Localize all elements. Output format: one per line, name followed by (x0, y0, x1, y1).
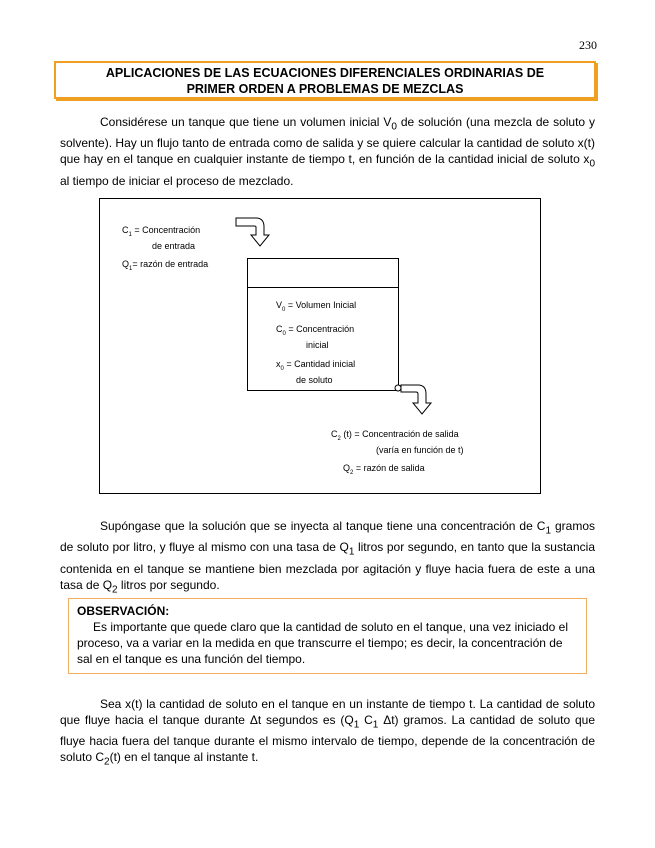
page-number: 230 (579, 38, 597, 52)
paragraph-2: Supóngase que la solución que se inyecta al tanque tiene una concentración de $C_1$ gramos de soluto por litro, y fluye al mismo con una tasa de $Q_1$ litros por segundo, en tanto que la sustancia contenida en el tanque se mantiene bien mezclada por agitación y fluye hacia fuera de este a una tasa de $Q_2$ litros por segundo. (60, 519, 595, 596)
inlet-arrow-icon (234, 215, 274, 249)
v0-label: $V_0$ = Volumen Inicial (276, 300, 357, 313)
q1-label: $Q_1=$ razón de entrada (122, 259, 209, 272)
x0-label: $x_0$ = Cantidad inicial de soluto (276, 359, 356, 385)
mixing-tank-diagram (99, 198, 541, 494)
observation-box (68, 598, 587, 674)
title-line-1: APLICACIONES DE LAS ECUACIONES DIFERENCIALES ORDINARIAS DE (105, 66, 545, 80)
c2-label: $C_2$ (t) = Concentración de salida (varía en función de t) (331, 429, 464, 455)
outlet-arrow-icon (394, 383, 436, 417)
tank (247, 258, 399, 391)
c0-label: $C_0$ = Concentración inicial (276, 324, 355, 350)
liquid-level-line (248, 287, 398, 288)
q2-label: $Q_2$ = razón de salida (343, 463, 425, 476)
title-line-2: PRIMER ORDEN A PROBLEMAS DE MEZCLAS (186, 82, 464, 96)
observation-title: OBSERVACIÓN: (77, 604, 170, 618)
intro-paragraph: Considérese un tanque que tiene un volumen inicial $V_0$ de solución (una mezcla de soluto y solvente). Hay un flujo tanto de entrada como de salida y se quiere calcular la cantidad de soluto x(t) que hay en el tanque en cualquier instante de tiempo t, en función de la cantidad inicial de soluto $x_0$ al tiempo de iniciar el proceso de mezclado. (60, 115, 595, 188)
c1-label: $C_1$ = Concentración de entrada (122, 225, 201, 251)
section-title (54, 61, 596, 99)
observation-text: Es importante que quede claro que la cantidad de soluto en el tanque, una vez iniciado el proceso, va a variar en la medida en que transcurre el tiempo; es decir, la concentración de sal en el tanque es una función del tiempo. (77, 620, 568, 666)
paragraph-3: Sea x(t) la cantidad de soluto en el tanque en un instante de tiempo t. La cantidad de soluto que fluye hacia el tanque durante Δt segundos es ($Q_1$ $C_1$ Δt) gramos. La cantidad de soluto que fluye hacia fuera del tanque durante el mismo intervalo de tiempo, depende de la concentración de soluto $C_2(t)$ en el tanque al instante t. (60, 697, 596, 768)
